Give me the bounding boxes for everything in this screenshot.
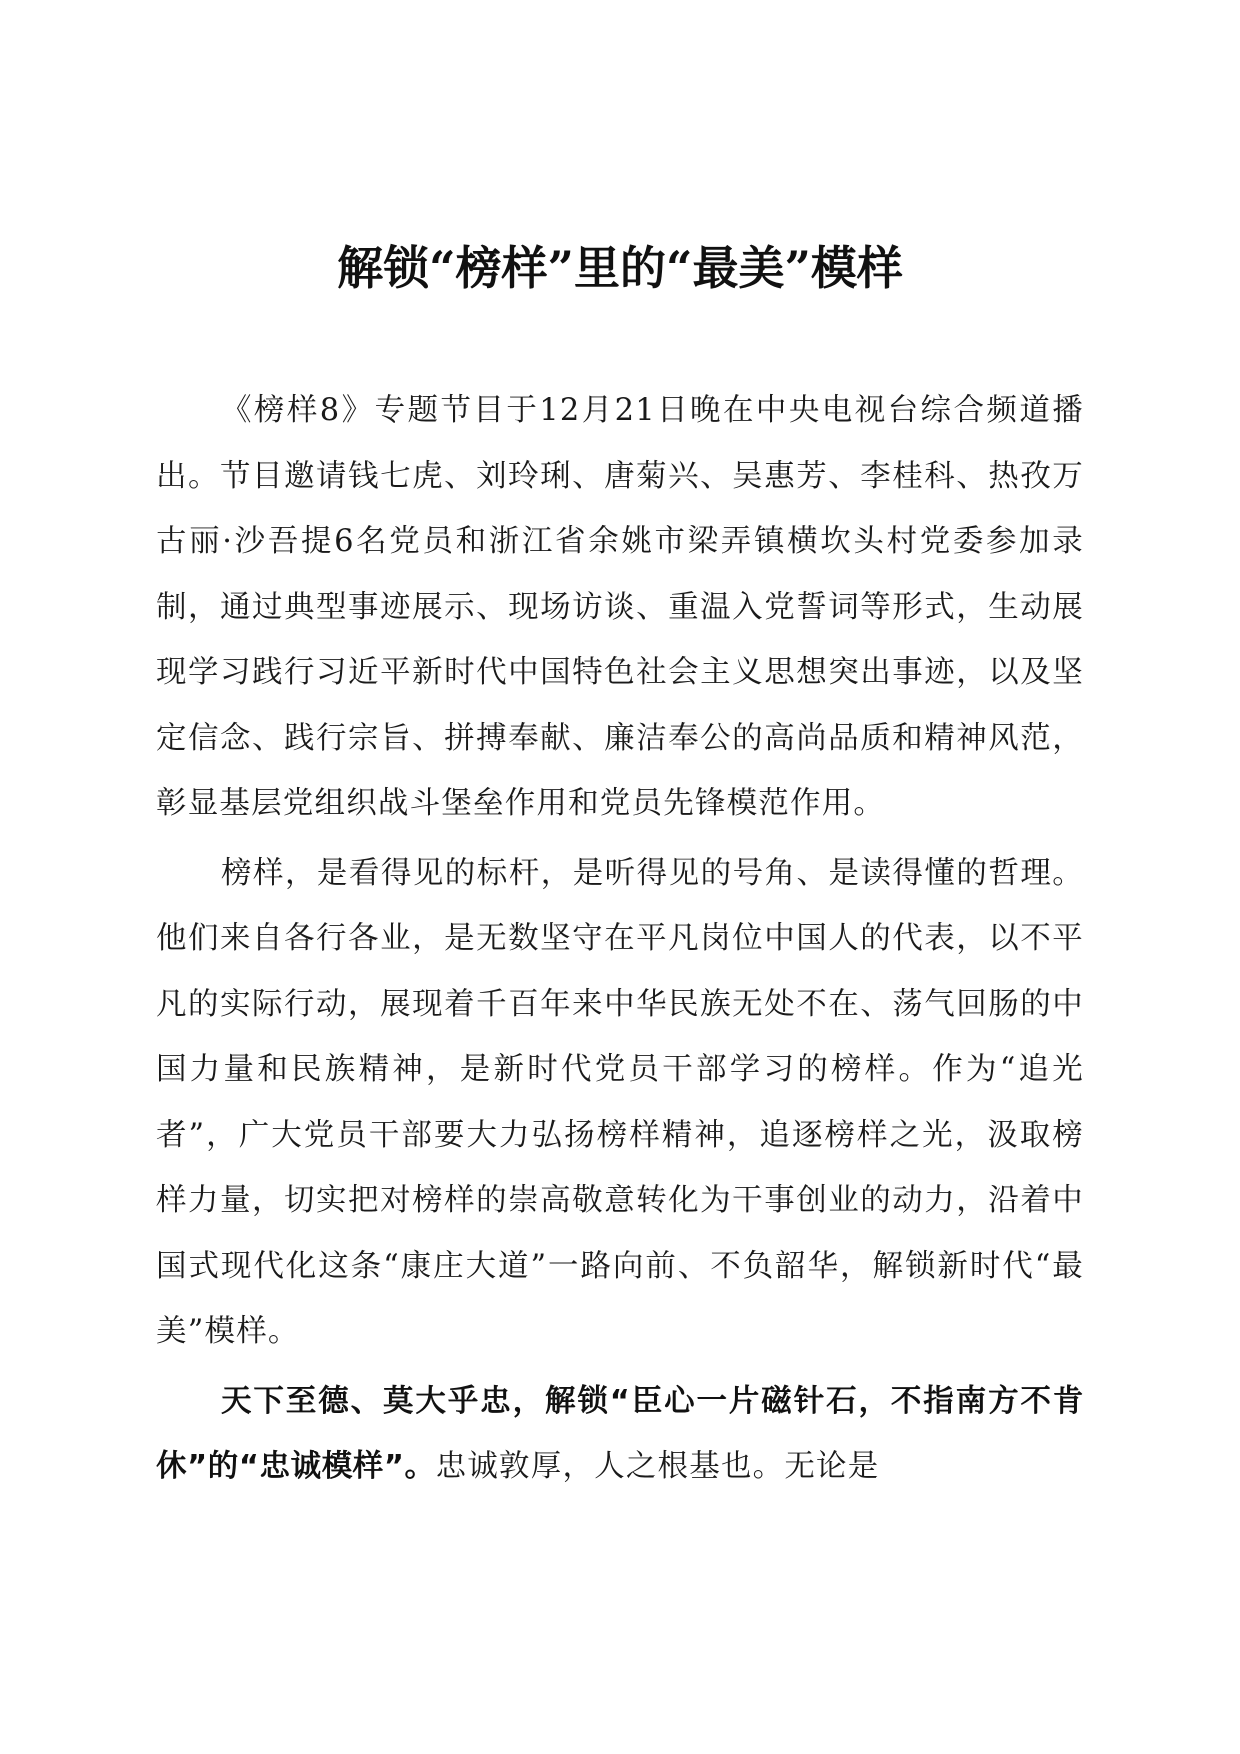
document-title: 解锁“榜样”里的“最美”模样 xyxy=(337,241,903,295)
paragraph-1-text: 《榜样8》专题节目于12月21日晚在中央电视台综合频道播出。节目邀请钱七虎、刘玲琍、唐菊兴、吴惠芳、李桂科、热孜万古丽·沙吾提6名党员和浙江省余姚市梁弄镇横坎头村党委参加录制，通过典型事迹展示、现场访谈、重温入党誓词等形式，生动展现学习践行习近平新时代中国特色社会主义思想突出事迹，以及坚定信念、践行宗旨、拼搏奉献、廉洁奉公的高尚品质和精神风范，彰显基层党组织战斗堡垒作用和党员先锋模范作用。 xyxy=(156,393,1084,821)
paragraph-2-text: 榜样，是看得见的标杆，是听得见的号角、是读得懂的哲理。他们来自各行各业，是无数坚守在平凡岗位中国人的代表，以不平凡的实际行动，展现着千百年来中华民族无处不在、荡气回肠的中国力量和民族精神，是新时代党员干部学习的榜样。作为“追光者”，广大党员干部要大力弘扬榜样精神，追逐榜样之光，汲取榜样力量，切实把对榜样的崇高敬意转化为干事创业的动力，沿着中国式现代化这条“康庄大道”一路向前、不负韶华，解锁新时代“最美”模样。 xyxy=(156,855,1084,1349)
paragraph-1 xyxy=(156,378,1084,837)
paragraph-3-lead: 天下至德、莫大乎忠，解锁“臣心一片磁针石，不指南方不肯休”的“忠诚模样”。 xyxy=(156,1383,1084,1484)
document-body xyxy=(156,378,1084,1500)
paragraph-3-text: 忠诚敦厚，人之根基也。无论是 xyxy=(435,1449,880,1484)
paragraph-2 xyxy=(156,841,1084,1365)
paragraph-3 xyxy=(156,1369,1084,1500)
